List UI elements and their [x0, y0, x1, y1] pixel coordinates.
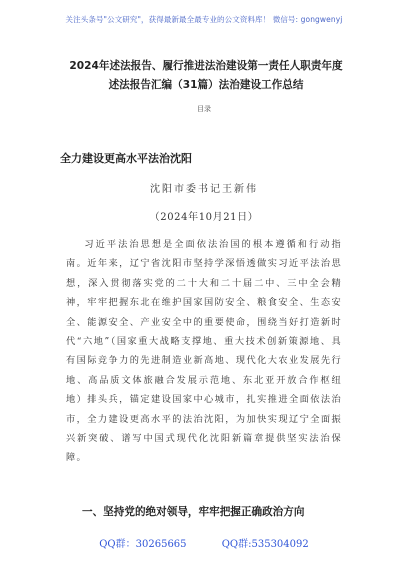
subheading: 一、坚持党的绝对领导，牢牢把握正确政治方向: [82, 506, 305, 518]
date-line: （2024年10月21日）: [149, 212, 259, 223]
footer-qq-group-2: QQ群:535304092: [221, 539, 309, 550]
document-title-line-1: 2024年述法报告、履行推进法治建设第一责任人职责年度: [69, 60, 343, 72]
footer-qq-group-1: QQ群：30265665: [99, 539, 187, 550]
footer: [0, 535, 408, 550]
section-heading: 全力建设更高水平法治沈阳: [60, 152, 192, 165]
document-title-line-2: 述法报告汇编（31篇）法治建设工作总结: [108, 79, 304, 91]
header-note: 关注头条号"公文研究"，获得最新最全最专业的公文资料库！ 微信号: gongwenyj: [65, 15, 343, 24]
body-paragraph: 习近平法治思想是全面依法治国的根本遵循和行动指南。近年来，辽宁省沈阳市坚持学深悟透做实习近平法治思想，深入贯彻落实党的二十大和二十届二中、三中全会精神，牢牢把握东北在维护国家国防安全、粮食安全、生态安全、能源安全、产业安全中的重要使命，围绕当好打造新时代“六地”（国家重大战略支撑地、重大技术创新策源地、具有国际竞争力的先进制造业新高地、现代化大农业发展先行地、高品质文体旅融合发展示范地、东北亚开放合作枢纽地）排头兵，锚定建设国家中心城市，扎实推进全面依法治市，全力建设更高水平的法治沈阳，为加快实现辽宁全面振兴新突破、谱写中国式现代化沈阳新篇章提供坚实法治保障。: [66, 239, 342, 464]
author-line: 沈阳市委书记王新伟: [150, 184, 258, 195]
table-of-contents-label: 目录: [197, 105, 211, 113]
